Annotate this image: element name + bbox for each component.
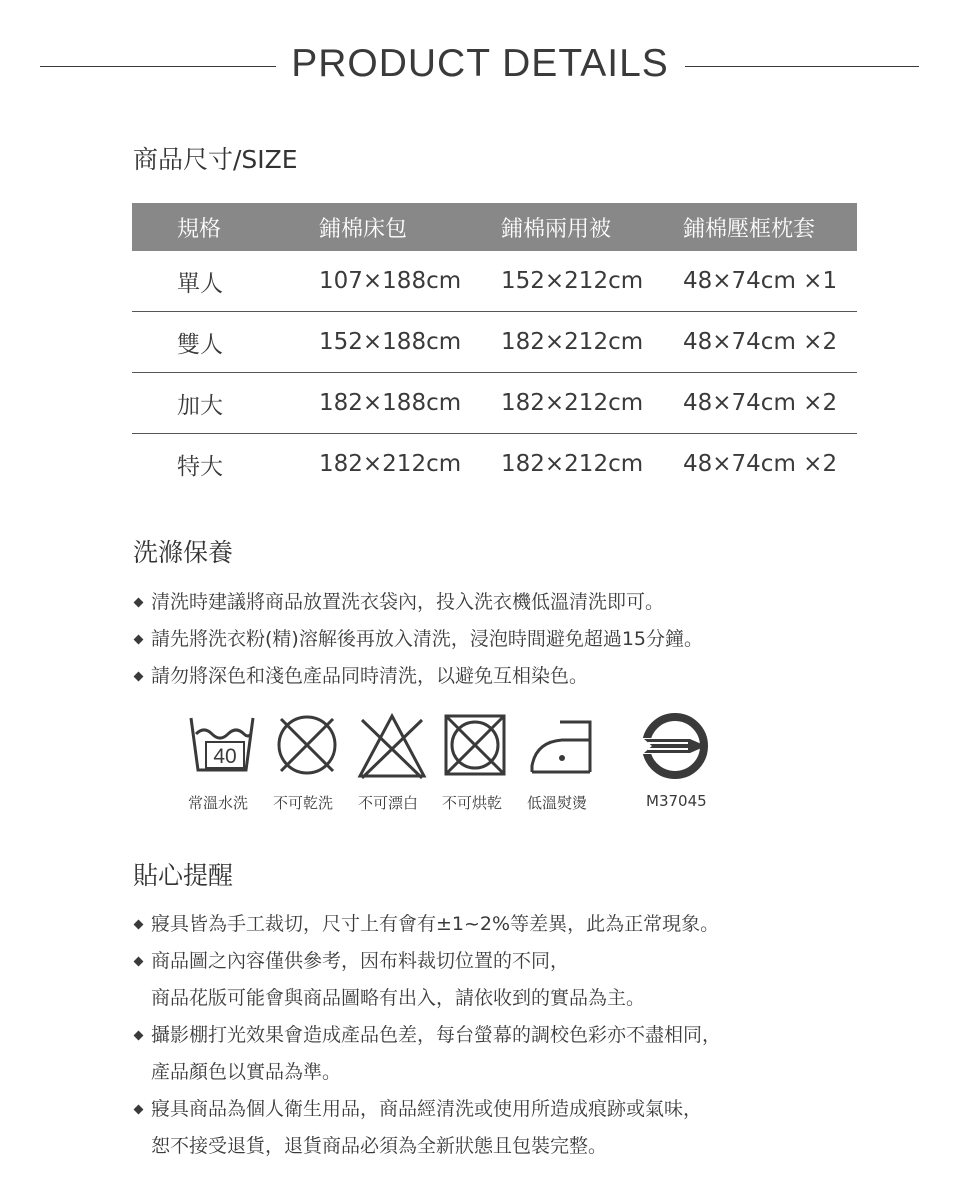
- cell-duvet: 182×212cm: [500, 373, 682, 434]
- care-label-no-bleach: 不可漂白: [358, 794, 419, 812]
- cell-fitted-sheet: 152×188cm: [318, 312, 500, 373]
- list-item: [133, 943, 721, 980]
- cell-pillowcase: 48×74cm ×1: [682, 251, 857, 312]
- care-symbols: [180, 712, 740, 822]
- bullet-text: 寢具商品為個人衛生用品，商品經清洗或使用所造成痕跡或氣味，: [151, 1098, 703, 1120]
- list-item: [133, 621, 703, 658]
- list-item: [133, 584, 703, 621]
- notice-section-title: 貼心提醒: [133, 861, 234, 890]
- bullet-continuation: 商品花版可能會與商品圖略有出入，請依收到的實品為主。: [151, 987, 646, 1009]
- bullet-diamond-icon: [134, 598, 144, 608]
- cell-pillowcase: 48×74cm ×2: [683, 451, 838, 477]
- wash-section-title: 洗滌保養: [133, 538, 234, 567]
- table-row: [132, 434, 857, 495]
- list-item: [133, 906, 721, 943]
- certification-code: M37045: [646, 792, 707, 810]
- cell-duvet: 152×212cm: [500, 251, 682, 312]
- header-spec: 規格: [132, 203, 318, 251]
- wash-temperature-label: 40: [213, 745, 237, 768]
- bullet-text: 清洗時建議將商品放置洗衣袋內，投入洗衣機低溫清洗即可。: [151, 591, 665, 613]
- bullet-diamond-icon: [134, 920, 144, 930]
- cell-fitted-sheet: 107×188cm: [318, 251, 500, 312]
- cell-duvet: 182×212cm: [500, 312, 682, 373]
- notice-bullet-list: [133, 906, 721, 1165]
- cell-fitted-sheet: 182×188cm: [318, 373, 500, 434]
- wash-bullet-list: [133, 584, 703, 695]
- table-row: [132, 373, 857, 434]
- bullet-text: 商品圖之內容僅供參考，因布料裁切位置的不同，: [151, 950, 570, 972]
- bsmi-mark-icon: [640, 712, 710, 780]
- header-pillowcase: 鋪棉壓框枕套: [682, 203, 857, 251]
- care-label-no-dry-clean: 不可乾洗: [273, 794, 334, 812]
- bullet-continuation: 產品顏色以實品為準。: [151, 1061, 342, 1083]
- header-duvet: 鋪棉兩用被: [500, 203, 682, 251]
- list-item: [133, 658, 703, 695]
- row-spec: 雙人: [132, 312, 318, 373]
- bullet-text: 攝影棚打光效果會造成產品色差，每台螢幕的調校色彩亦不盡相同，: [151, 1024, 722, 1046]
- no-dry-clean-icon: [274, 712, 340, 778]
- no-tumble-dry-icon: [442, 712, 508, 778]
- list-item: [133, 1091, 721, 1128]
- bullet-diamond-icon: [134, 635, 144, 645]
- bullet-text: 寢具皆為手工裁切，尺寸上有會有±1~2%等差異，此為正常現象。: [151, 913, 720, 935]
- cell-duvet: 182×212cm: [501, 451, 644, 477]
- row-spec: 單人: [132, 251, 318, 312]
- list-item: [133, 1017, 721, 1054]
- row-spec: 特大: [177, 453, 223, 480]
- care-label-no-tumble-dry: 不可烘乾: [442, 794, 503, 812]
- bullet-text: 請勿將深色和淺色產品同時清洗，以避免互相染色。: [151, 665, 589, 687]
- bullet-diamond-icon: [134, 957, 144, 967]
- bullet-diamond-icon: [134, 1031, 144, 1041]
- cell-pillowcase: 48×74cm ×2: [682, 312, 857, 373]
- header-divider-right: [685, 66, 919, 67]
- header-divider-left: [40, 66, 276, 67]
- size-section-title: 商品尺寸/SIZE: [133, 145, 298, 174]
- iron-low-icon: [528, 712, 598, 778]
- size-table: [132, 203, 857, 494]
- care-label-wash: 常溫水洗: [188, 794, 249, 812]
- page-header: [0, 40, 960, 96]
- header-fitted-sheet: 鋪棉床包: [318, 203, 500, 251]
- no-bleach-icon: [356, 712, 428, 780]
- bullet-diamond-icon: [134, 672, 144, 682]
- care-label-iron-low: 低溫熨燙: [527, 794, 588, 812]
- row-spec: 加大: [132, 373, 318, 434]
- bullet-text: 請先將洗衣粉(精)溶解後再放入清洗，浸泡時間避免超過15分鐘。: [151, 628, 704, 650]
- page-title: PRODUCT DETAILS: [291, 42, 669, 85]
- table-row: [132, 251, 857, 312]
- bullet-continuation: 恕不接受退貨，退貨商品必須為全新狀態且包裝完整。: [151, 1135, 608, 1157]
- cell-pillowcase: 48×74cm ×2: [682, 373, 857, 434]
- table-row: [132, 312, 857, 373]
- wash-40-icon: [188, 712, 256, 774]
- size-table-header: [132, 203, 857, 251]
- cell-fitted-sheet: 182×212cm: [319, 451, 462, 477]
- bullet-diamond-icon: [134, 1105, 144, 1115]
